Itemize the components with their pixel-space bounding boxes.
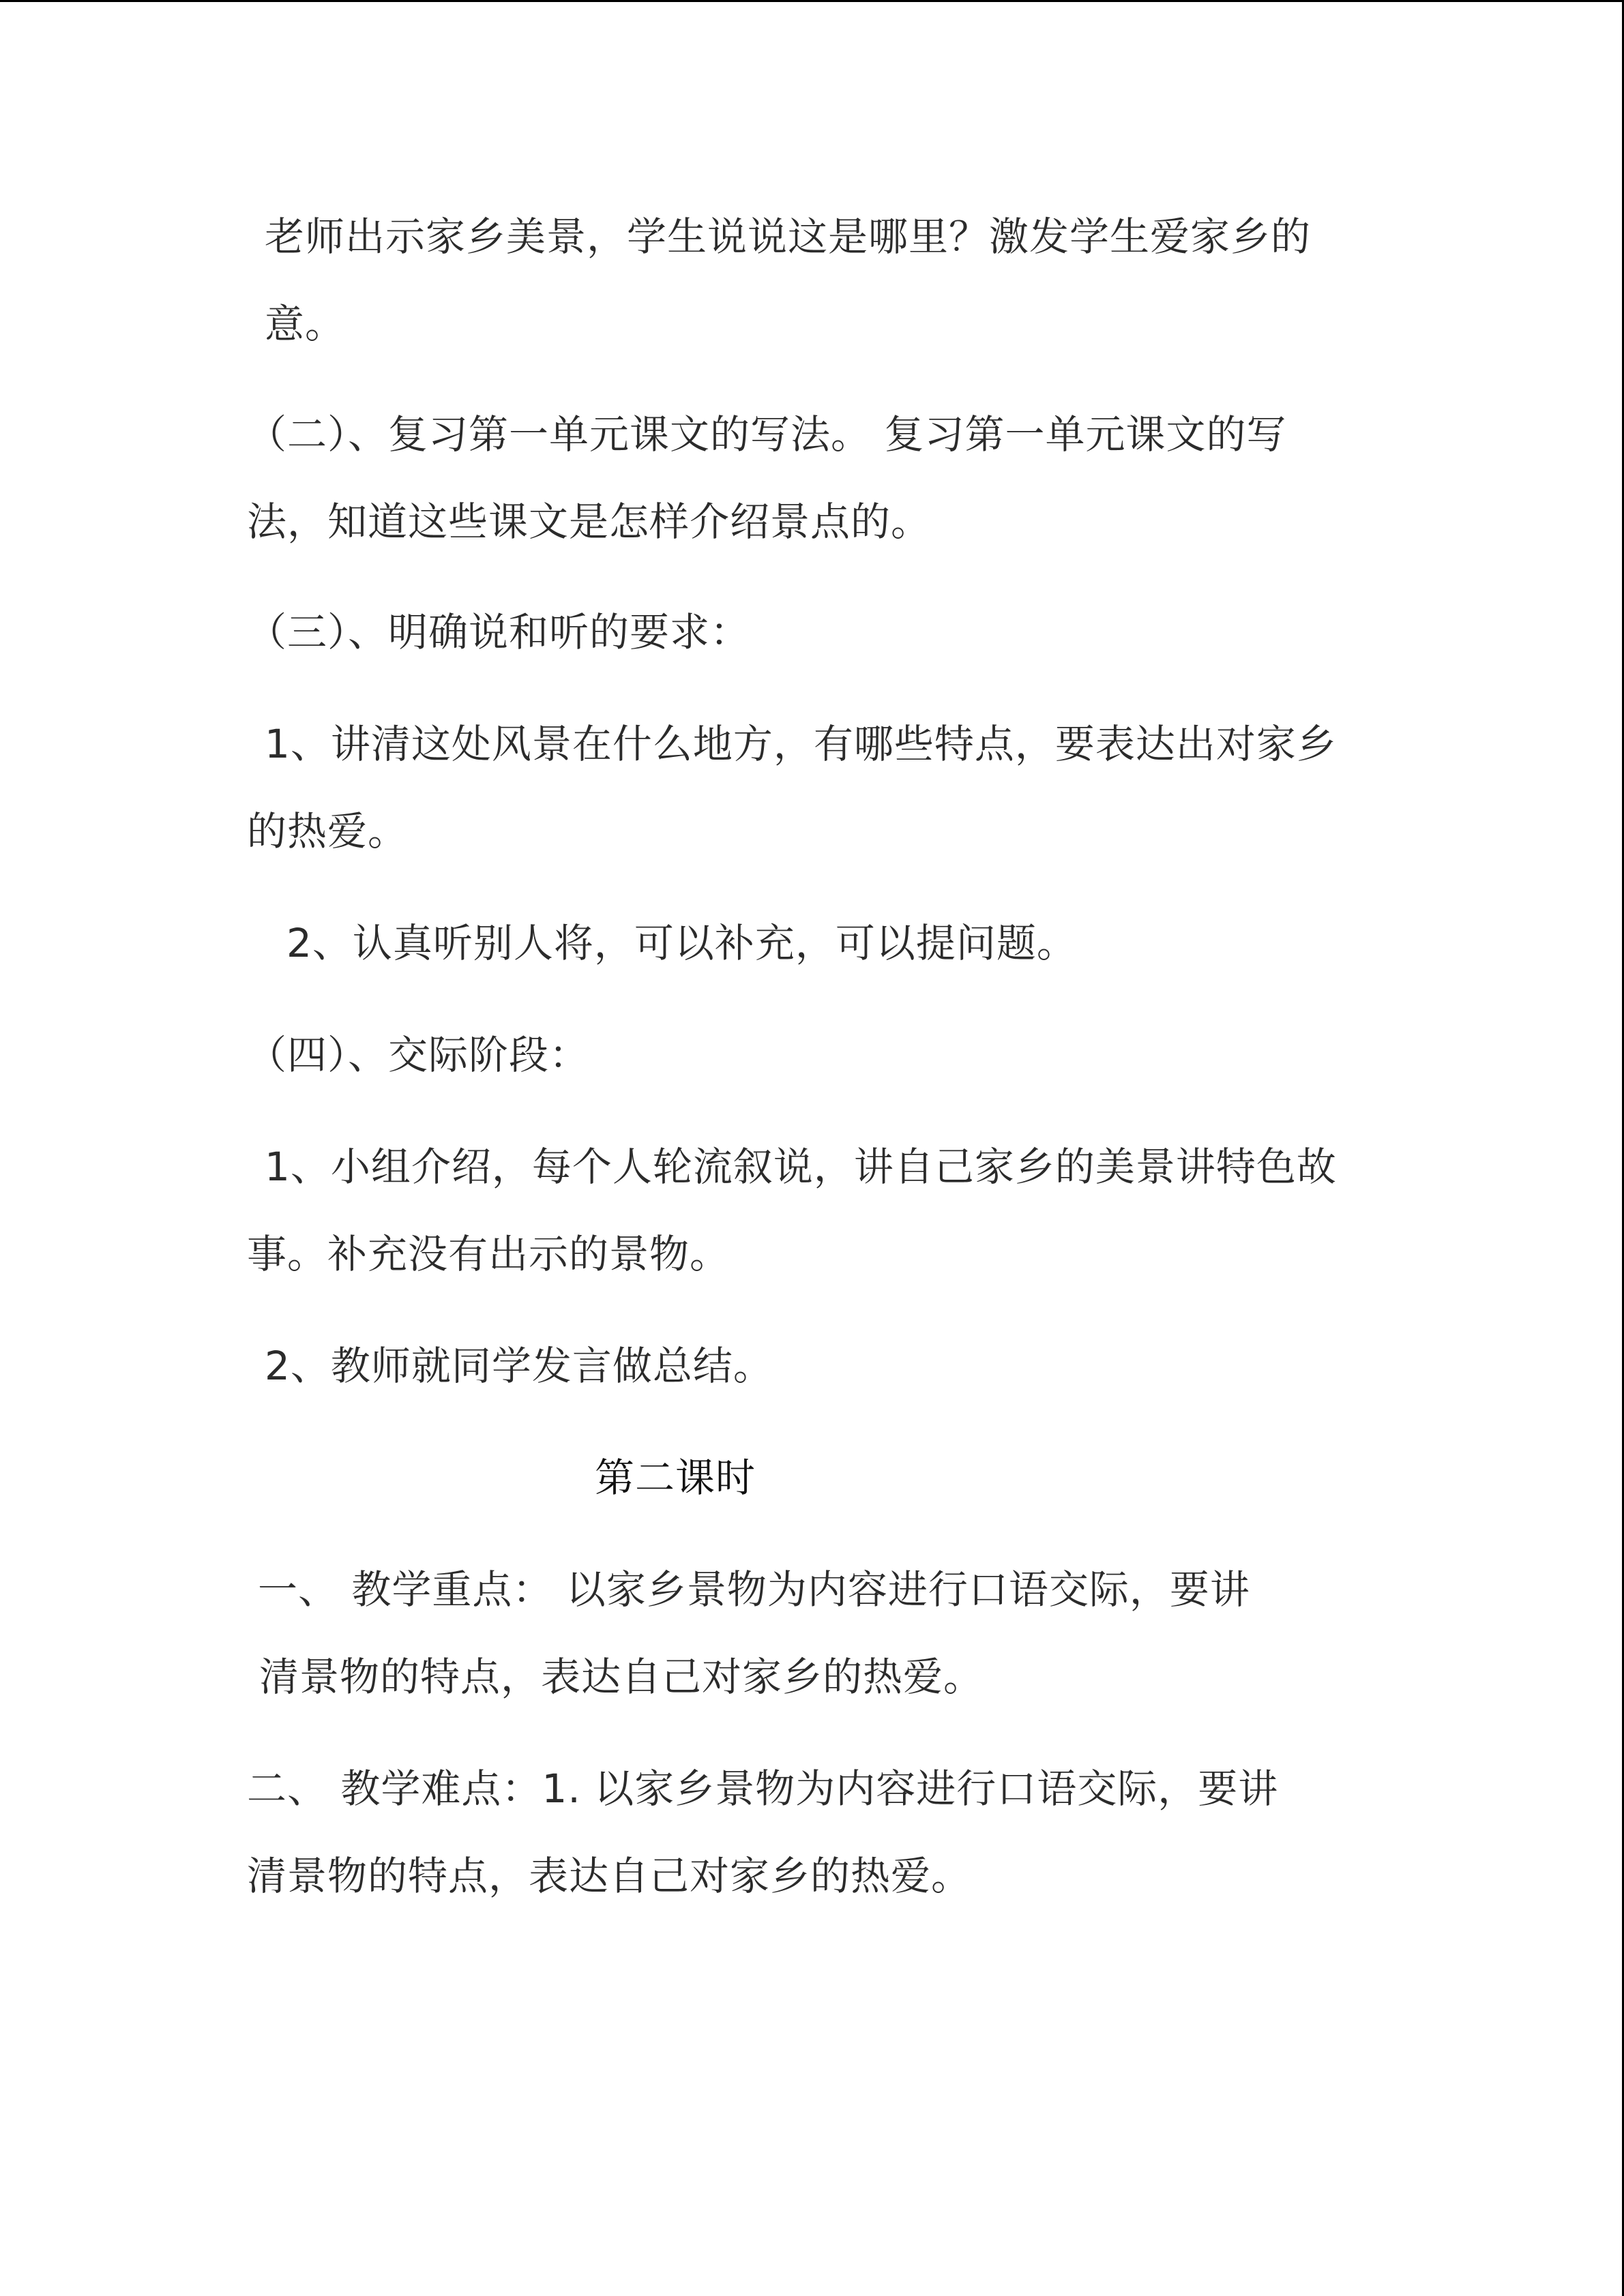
list-item-line: 事。补充没有出示的景物。 — [247, 1231, 730, 1277]
paragraph-line: 清景物的特点，表达自己对家乡的热爱。 — [247, 1853, 972, 1899]
paragraph-line: 二、 教学难点：1. 以家乡景物为内容进行口语交际，要讲 — [247, 1765, 1279, 1812]
paragraph-line: 清景物的特点，表达自己对家乡的热爱。 — [259, 1654, 984, 1700]
paragraph-line: 老师出示家乡美景，学生说说这是哪里？激发学生爱家乡的 — [265, 213, 1312, 260]
lesson-title: 第二课时 — [595, 1455, 756, 1501]
list-item-line: 1、讲清这处风景在什么地方，有哪些特点，要表达出对家乡 — [265, 721, 1337, 767]
section-heading-line: （二）、复习第一单元课文的写法。 复习第一单元课文的写 — [247, 411, 1287, 458]
paragraph-line: 一、 教学重点： 以家乡景物为内容进行口语交际，要讲 — [258, 1566, 1250, 1613]
page-top-border — [0, 0, 1624, 2]
list-item-line: 2、认真听别人将，可以补充，可以提问题。 — [286, 920, 1077, 966]
list-item-line: 2、教师就同学发言做总结。 — [265, 1343, 773, 1389]
list-item-line: 的热爱。 — [247, 808, 409, 854]
paragraph-line: 意。 — [265, 301, 346, 347]
section-heading-line: （四）、交际阶段： — [247, 1032, 590, 1078]
list-item-line: 1、小组介绍，每个人轮流叙说，讲自己家乡的美景讲特色故 — [265, 1144, 1337, 1190]
paragraph-line: 法，知道这些课文是怎样介绍景点的。 — [247, 498, 932, 545]
section-heading-line: （三）、明确说和听的要求： — [247, 609, 751, 655]
